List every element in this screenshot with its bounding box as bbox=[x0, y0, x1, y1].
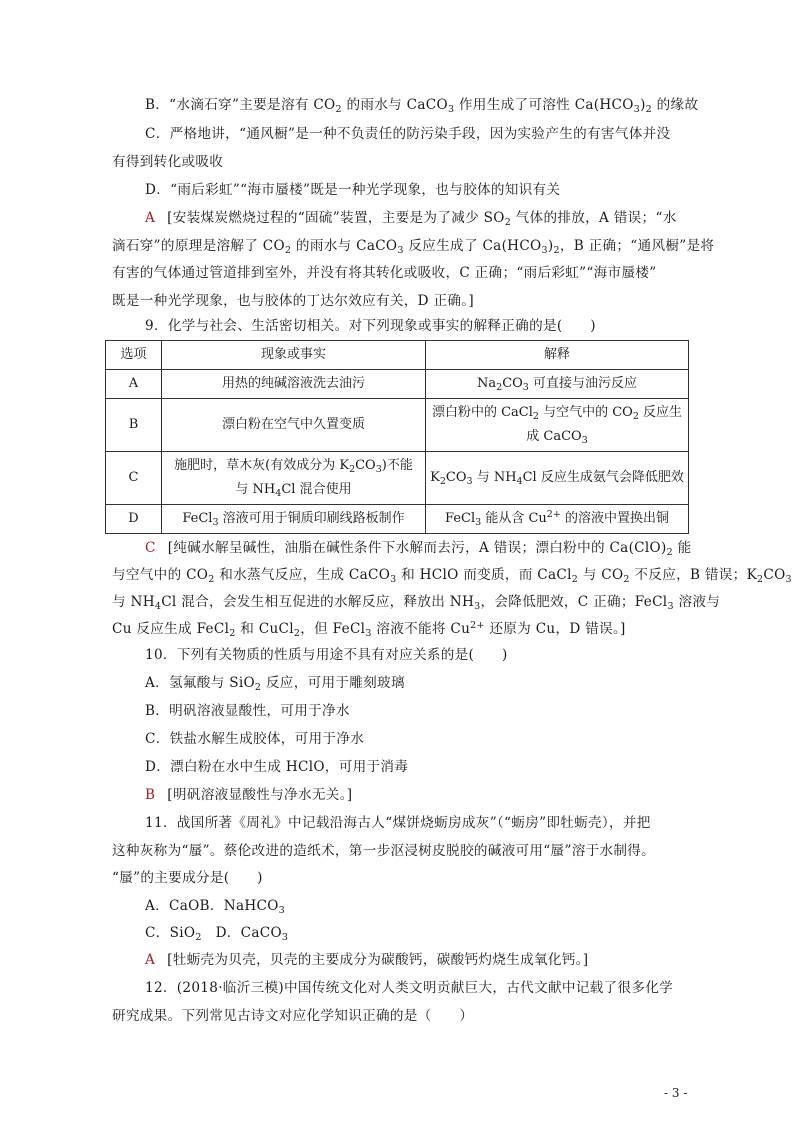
q11-answer: A bbox=[145, 952, 156, 968]
q10-option-b: B．明矾溶液显酸性，可用于净水 bbox=[145, 703, 350, 719]
q8-option-d: D．“雨后彩虹”“海市蜃楼”既是一种光学现象，也与胶体的知识有关 bbox=[145, 182, 561, 198]
q10-explanation bbox=[145, 785, 352, 805]
q9-answer: C bbox=[145, 540, 156, 556]
row-b-explain bbox=[426, 399, 689, 452]
q8-explanation-line3: 有害的气体通过管道排到室外，并没有将其转化或吸收，C 正确；“雨后彩虹”“海市蜃楼” bbox=[112, 265, 657, 281]
q12-stem-line1: 12．(2018·临沂三模)中国传统文化对人类文明贡献巨大，古代文献中记载了很多化学 bbox=[145, 980, 674, 996]
formula-index: 3 bbox=[474, 601, 481, 612]
formula-index: 3 bbox=[390, 574, 397, 585]
formula-index: 3 bbox=[541, 245, 548, 256]
formula-index: 2 bbox=[335, 104, 342, 115]
table-row bbox=[106, 399, 689, 452]
q9-explanation-line3: 与 $NH_4Cl$ 混合，会发生相互促进的水解反应，释放出 $NH_3$，会降低肥效，C 正确；FeCl$_3$ 溶液与 bbox=[112, 594, 721, 612]
q10-answer: B bbox=[145, 787, 156, 803]
q9-table bbox=[105, 340, 689, 534]
q9-explanation-line2: 与空气中的 $CO_2$ 和水蒸气反应，生成 CaCO$_3$ 和 HClO 而变质，而 CaCl$_2$ 与 $CO_2$ 不反应，B 错误；$K_2CO_3$ bbox=[112, 567, 792, 585]
formula-index: 2 bbox=[623, 574, 630, 585]
table-row bbox=[106, 505, 689, 534]
row-a-fact: 用热的纯碱溶液洗去油污 bbox=[162, 370, 426, 399]
q10-explanation-text: [明矾溶液显酸性与净水无关。] bbox=[167, 787, 353, 803]
row-d-fact: FeCl$_3$ 溶液可用于铜质印刷线路板制作 bbox=[162, 505, 426, 534]
formula-index: 2 bbox=[439, 476, 446, 487]
row-c-fact-line1: 施肥时，草木灰(有效成分为 $K_2CO_3$)不能 bbox=[174, 458, 413, 475]
q9-stem: 9．化学与社会、生活密切相关。对下列现象或事实的解释正确的是( ) bbox=[145, 318, 596, 334]
row-c-explain: $K_2CO_3$ 与 $NH_4Cl$ 反应生成氨气会降低肥效 bbox=[426, 452, 689, 505]
formula-index: 2 bbox=[284, 245, 292, 256]
q8-answer: A bbox=[145, 210, 156, 226]
table-row bbox=[106, 452, 689, 505]
formula-index: 3 bbox=[633, 104, 641, 115]
formula-index: 3 bbox=[397, 245, 404, 256]
q8-explanation-line1 bbox=[145, 208, 677, 228]
q9-explanation-line4: Cu 反应生成 FeCl$_2$ 和 CuCl$_2$，但 FeCl$_3$ 溶液不能将 $Cu^{2+}$ 还原为 Cu，D 错误。] bbox=[112, 620, 626, 639]
formula-index: 2 bbox=[208, 574, 215, 585]
q10-option-d: D．漂白粉在水中生成 HClO，可用于消毒 bbox=[145, 759, 409, 775]
formula-index: 2 bbox=[532, 411, 539, 422]
formula-index: 3 bbox=[522, 382, 529, 393]
row-b-fact: 漂白粉在空气中久置变质 bbox=[162, 399, 426, 452]
q8-explanation-line2: 滴石穿”的原理是溶解了 $CO_2$ 的雨水与 CaCO$_3$ 反应生成了 $Ca(HCO_3)_2$，B 正确；“通风橱”是将 bbox=[112, 238, 715, 256]
q10-option-c: C．铁盐水解生成胶体，可用于净水 bbox=[145, 731, 365, 747]
formula-index: 4 bbox=[275, 488, 282, 499]
formula-index: 2 bbox=[195, 932, 202, 943]
q11-stem-line1: 11．战国所著《周礼》中记载沿海古人“煤饼烧蛎房成灰”（“蛎房”即牡蛎壳），并把 bbox=[145, 815, 651, 831]
row-d-option: D bbox=[106, 505, 162, 534]
q12-stem-line2: 研究成果。下列常见古诗文对应化学知识正确的是（ ） bbox=[112, 1008, 474, 1024]
formula-index: 2 bbox=[757, 574, 764, 585]
formula-index: 4 bbox=[154, 601, 162, 612]
formula-index: 2 bbox=[504, 217, 512, 228]
table-header-explain: 解释 bbox=[426, 341, 689, 370]
row-a-explain: $Na_2CO_3$ 可直接与油污反应 bbox=[426, 370, 689, 399]
formula-index: 2+ bbox=[546, 509, 561, 520]
formula-index: 2 bbox=[553, 245, 560, 256]
q8-option-b: B．“水滴石穿”主要是溶有 $CO_2$ 的雨水与 CaCO$_3$ 作用生成了可溶性 $Ca(HCO_3)_2$ 的缘故 bbox=[145, 97, 699, 115]
table-header-fact: 现象或事实 bbox=[162, 341, 426, 370]
q8-option-c-line1: C．严格地讲，“通风橱”是一种不负责任的防污染手段，因为实验产生的有害气体并没 bbox=[145, 126, 671, 142]
formula-index: 3 bbox=[475, 517, 482, 528]
row-b-explain-line1: 漂白粉中的 CaCl$_2$ 与空气中的 $CO_2$ 反应生 bbox=[431, 405, 683, 422]
q8-explanation-line4: 既是一种光学现象，也与胶体的丁达尔效应有关，D 正确。] bbox=[112, 293, 474, 309]
formula-index: 3 bbox=[785, 574, 792, 585]
formula-index: 3 bbox=[581, 435, 588, 446]
formula-index: 3 bbox=[281, 932, 289, 943]
formula-index: 2+ bbox=[470, 620, 485, 631]
formula-index: 2 bbox=[632, 411, 639, 422]
row-a-option: A bbox=[106, 370, 162, 399]
q9-explanation-line1 bbox=[145, 538, 691, 558]
formula-index: 3 bbox=[667, 601, 674, 612]
q11-options-cd: C．SiO$_2$ D．CaCO$_3$ bbox=[145, 925, 289, 943]
page-number: - 3 - bbox=[664, 1086, 688, 1100]
row-d-explain: FeCl$_3$ 能从含 $Cu^{2+}$ 的溶液中置换出铜 bbox=[426, 505, 689, 534]
table-header-option: 选项 bbox=[106, 341, 162, 370]
q10-stem: 10．下列有关物质的性质与用途不具有对应关系的是( ) bbox=[145, 647, 508, 663]
q11-stem-line2: 这种灰称为“蜃”。蔡伦改进的造纸术，第一步沤浸树皮脱胶的碱液可用“蜃”溶于水制得。 bbox=[112, 843, 656, 859]
row-c-fact bbox=[162, 452, 426, 505]
q8-explanation-text1: [安装煤炭燃烧过程的“固硫”装置，主要是为了减少 $SO_2$ 气体的排放，A 错误；“水 bbox=[167, 210, 677, 228]
row-c-fact-line2: 与 $NH_4Cl$ 混合使用 bbox=[235, 482, 352, 499]
table-row bbox=[106, 370, 689, 399]
table-header-row bbox=[106, 341, 689, 370]
formula-index: 3 bbox=[212, 517, 219, 528]
formula-index: 2 bbox=[229, 628, 236, 639]
formula-index: 2 bbox=[571, 574, 579, 585]
row-b-explain-line2: 成 CaCO$_3$ bbox=[526, 429, 588, 446]
formula-index: 3 bbox=[466, 476, 473, 487]
formula-index: 3 bbox=[365, 628, 372, 639]
q11-explanation-text: [牡蛎壳为贝壳，贝壳的主要成分为碳酸钙，碳酸钙灼烧生成氧化钙。] bbox=[167, 952, 589, 968]
formula-index: 2 bbox=[666, 547, 673, 558]
formula-index: 3 bbox=[375, 464, 382, 475]
formula-index: 2 bbox=[496, 382, 503, 393]
formula-index: 4 bbox=[516, 476, 523, 487]
q11-stem-line3: “蜃”的主要成分是( ) bbox=[112, 870, 263, 886]
formula-index: 3 bbox=[447, 104, 455, 115]
formula-index: 2 bbox=[349, 464, 356, 475]
formula-index: 2 bbox=[254, 682, 262, 693]
row-c-option: C bbox=[106, 452, 162, 505]
formula-index: 2 bbox=[293, 628, 301, 639]
row-b-option: B bbox=[106, 399, 162, 452]
q8-option-c-line2: 有得到转化或吸收 bbox=[112, 154, 224, 170]
q11-explanation bbox=[145, 950, 588, 970]
formula-index: 2 bbox=[645, 104, 653, 115]
q9-explanation-text1: [纯碱水解呈碱性，油脂在碱性条件下水解而去污，A 错误；漂白粉中的 $Ca(ClO)_2$ 能 bbox=[167, 540, 692, 558]
q11-options-ab: A．CaOB．NaHCO$_3$ bbox=[145, 898, 286, 916]
q10-option-a: A．氢氟酸与 SiO$_2$ 反应，可用于雕刻玻璃 bbox=[145, 675, 405, 693]
formula-index: 3 bbox=[278, 905, 286, 916]
